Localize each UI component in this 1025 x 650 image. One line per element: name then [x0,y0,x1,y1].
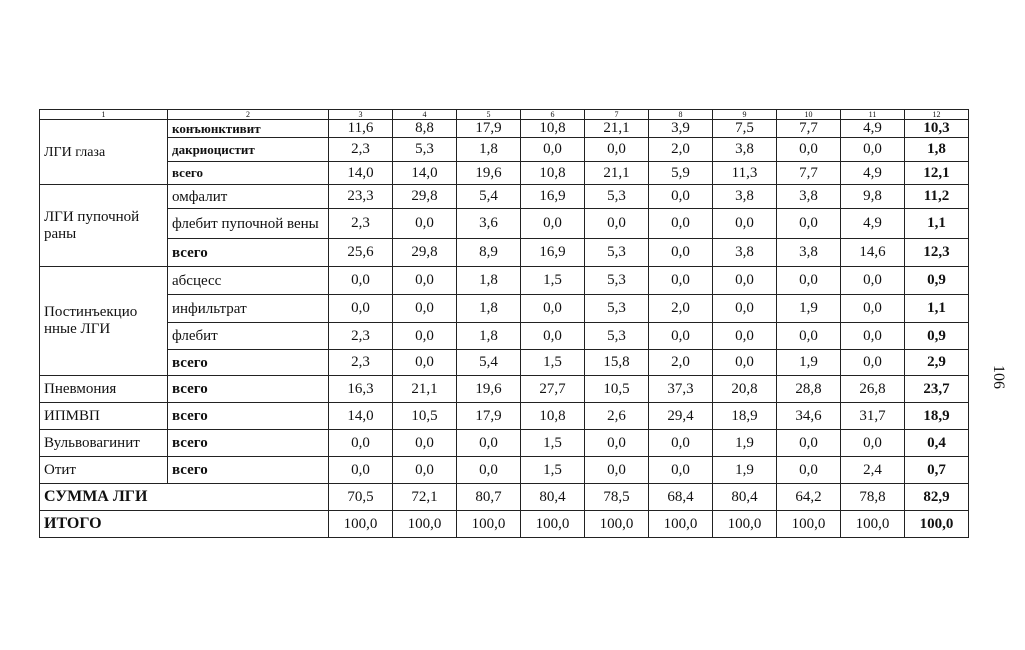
group-label: Вульвовагинит [40,430,168,457]
value-cell: 14,0 [329,403,393,430]
value-cell: 0,7 [905,457,969,484]
total-row [40,484,969,511]
value-cell: 1,9 [713,457,777,484]
value-cell: 3,8 [713,185,777,209]
value-cell: 14,0 [329,162,393,185]
value-cell: 0,0 [649,430,713,457]
value-cell: 5,3 [585,295,649,323]
total-value-cell: 100,0 [457,511,521,538]
value-cell: 31,7 [841,403,905,430]
value-cell: 0,0 [841,138,905,162]
value-cell: 0,0 [585,457,649,484]
value-cell: 1,9 [777,350,841,376]
value-cell: 2,3 [329,323,393,350]
subcategory-label: инфильтрат [168,295,329,323]
column-number: 9 [713,110,777,120]
subcategory-label: дакриоцистит [168,138,329,162]
value-cell: 2,9 [905,350,969,376]
value-cell: 7,7 [777,162,841,185]
value-cell: 4,9 [841,120,905,138]
value-cell: 0,0 [649,457,713,484]
value-cell: 0,0 [777,138,841,162]
column-number: 1 [40,110,168,120]
value-cell: 19,6 [457,376,521,403]
value-cell: 0,0 [841,267,905,295]
value-cell: 11,6 [329,120,393,138]
total-value-cell: 100,0 [777,511,841,538]
subcategory-label: омфалит [168,185,329,209]
value-cell: 1,1 [905,209,969,239]
total-value-cell: 100,0 [713,511,777,538]
value-cell: 14,6 [841,239,905,267]
value-cell: 0,0 [841,323,905,350]
value-cell: 5,3 [393,138,457,162]
value-cell: 34,6 [777,403,841,430]
value-cell: 37,3 [649,376,713,403]
total-label: СУММА ЛГИ [40,484,329,511]
subcategory-label: всего [168,403,329,430]
table-row [40,430,969,457]
value-cell: 16,9 [521,185,585,209]
subcategory-label: конъюнктивит [168,120,329,138]
value-cell: 27,7 [521,376,585,403]
value-cell: 0,0 [393,430,457,457]
column-number: 10 [777,110,841,120]
table-row [40,376,969,403]
value-cell: 1,9 [777,295,841,323]
value-cell: 0,0 [841,350,905,376]
value-cell: 0,0 [713,323,777,350]
value-cell: 5,3 [585,239,649,267]
value-cell: 15,8 [585,350,649,376]
total-value-cell: 72,1 [393,484,457,511]
group-label: Пневмония [40,376,168,403]
total-value-cell: 68,4 [649,484,713,511]
total-value-cell: 80,4 [713,484,777,511]
column-number: 3 [329,110,393,120]
column-number: 8 [649,110,713,120]
value-cell: 12,3 [905,239,969,267]
value-cell: 7,5 [713,120,777,138]
value-cell: 0,4 [905,430,969,457]
value-cell: 0,0 [329,457,393,484]
value-cell: 1,8 [905,138,969,162]
table-row [40,267,969,295]
value-cell: 1,8 [457,138,521,162]
column-number: 4 [393,110,457,120]
subcategory-label: всего [168,350,329,376]
total-value-cell: 100,0 [329,511,393,538]
value-cell: 0,0 [777,457,841,484]
value-cell: 1,5 [521,267,585,295]
value-cell: 10,5 [585,376,649,403]
value-cell: 5,3 [585,323,649,350]
value-cell: 0,0 [457,430,521,457]
value-cell: 3,6 [457,209,521,239]
value-cell: 0,0 [393,209,457,239]
value-cell: 10,3 [905,120,969,138]
value-cell: 4,9 [841,209,905,239]
subcategory-label: флебит пупочной вены [168,209,329,239]
table-row [40,138,969,162]
value-cell: 0,0 [393,457,457,484]
value-cell: 10,8 [521,120,585,138]
value-cell: 11,2 [905,185,969,209]
value-cell: 0,0 [393,323,457,350]
value-cell: 16,3 [329,376,393,403]
value-cell: 0,0 [713,295,777,323]
value-cell: 1,8 [457,323,521,350]
value-cell: 0,0 [585,430,649,457]
value-cell: 29,8 [393,185,457,209]
group-label: Отит [40,457,168,484]
column-number: 7 [585,110,649,120]
value-cell: 18,9 [905,403,969,430]
value-cell: 0,0 [393,295,457,323]
table-row [40,185,969,209]
value-cell: 12,1 [905,162,969,185]
value-cell: 0,9 [905,267,969,295]
value-cell: 0,0 [521,323,585,350]
value-cell: 0,0 [329,267,393,295]
value-cell: 20,8 [713,376,777,403]
value-cell: 0,0 [841,295,905,323]
value-cell: 17,9 [457,120,521,138]
column-number: 11 [841,110,905,120]
value-cell: 0,0 [329,295,393,323]
subcategory-label: всего [168,430,329,457]
value-cell: 2,3 [329,209,393,239]
value-cell: 1,8 [457,295,521,323]
page-number: 106 [990,365,1007,389]
value-cell: 2,0 [649,295,713,323]
value-cell: 10,5 [393,403,457,430]
total-value-cell: 80,4 [521,484,585,511]
value-cell: 10,8 [521,162,585,185]
value-cell: 2,3 [329,350,393,376]
total-value-cell: 80,7 [457,484,521,511]
value-cell: 23,7 [905,376,969,403]
total-value-cell: 78,8 [841,484,905,511]
value-cell: 3,8 [777,185,841,209]
column-number: 5 [457,110,521,120]
table-row [40,162,969,185]
value-cell: 0,0 [777,430,841,457]
value-cell: 0,0 [393,350,457,376]
value-cell: 29,4 [649,403,713,430]
value-cell: 0,0 [393,267,457,295]
value-cell: 21,1 [585,162,649,185]
value-cell: 21,1 [585,120,649,138]
value-cell: 0,0 [841,430,905,457]
value-cell: 26,8 [841,376,905,403]
value-cell: 0,0 [649,209,713,239]
value-cell: 21,1 [393,376,457,403]
value-cell: 17,9 [457,403,521,430]
value-cell: 5,4 [457,350,521,376]
value-cell: 29,8 [393,239,457,267]
column-number: 12 [905,110,969,120]
value-cell: 1,5 [521,457,585,484]
value-cell: 11,3 [713,162,777,185]
total-value-cell: 64,2 [777,484,841,511]
value-cell: 4,9 [841,162,905,185]
total-value-cell: 100,0 [649,511,713,538]
column-number: 6 [521,110,585,120]
total-value-cell: 78,5 [585,484,649,511]
subcategory-label: всего [168,239,329,267]
total-value-cell: 100,0 [905,511,969,538]
table-row [40,295,969,323]
value-cell: 0,0 [713,209,777,239]
value-cell: 0,0 [649,323,713,350]
total-value-cell: 100,0 [585,511,649,538]
value-cell: 0,0 [649,239,713,267]
column-number-row [40,110,969,120]
value-cell: 0,0 [649,267,713,295]
group-label: ЛГИ глаза [40,120,168,185]
subcategory-label: всего [168,162,329,185]
value-cell: 3,8 [713,239,777,267]
table-row [40,350,969,376]
value-cell: 2,0 [649,138,713,162]
value-cell: 5,4 [457,185,521,209]
value-cell: 1,1 [905,295,969,323]
subcategory-label: абсцесс [168,267,329,295]
value-cell: 0,0 [777,209,841,239]
value-cell: 8,9 [457,239,521,267]
total-value-cell: 100,0 [841,511,905,538]
value-cell: 0,0 [777,323,841,350]
table-row [40,120,969,138]
table-row [40,323,969,350]
value-cell: 0,0 [521,209,585,239]
value-cell: 0,0 [777,267,841,295]
statistics-table [39,109,969,538]
value-cell: 2,0 [649,350,713,376]
total-value-cell: 70,5 [329,484,393,511]
value-cell: 0,0 [585,209,649,239]
group-label: ИПМВП [40,403,168,430]
value-cell: 1,8 [457,267,521,295]
total-label: ИТОГО [40,511,329,538]
value-cell: 3,8 [713,138,777,162]
table-row [40,209,969,239]
value-cell: 14,0 [393,162,457,185]
table-row [40,239,969,267]
value-cell: 9,8 [841,185,905,209]
value-cell: 7,7 [777,120,841,138]
group-label: ЛГИ пупочной раны [40,185,168,267]
value-cell: 0,0 [521,138,585,162]
value-cell: 0,0 [713,350,777,376]
value-cell: 0,0 [329,430,393,457]
value-cell: 0,0 [585,138,649,162]
subcategory-label: флебит [168,323,329,350]
subcategory-label: всего [168,376,329,403]
value-cell: 3,8 [777,239,841,267]
value-cell: 3,9 [649,120,713,138]
subcategory-label: всего [168,457,329,484]
value-cell: 0,0 [713,267,777,295]
value-cell: 8,8 [393,120,457,138]
total-row [40,511,969,538]
value-cell: 10,8 [521,403,585,430]
value-cell: 25,6 [329,239,393,267]
total-value-cell: 100,0 [521,511,585,538]
column-number: 2 [168,110,329,120]
table-row [40,457,969,484]
value-cell: 28,8 [777,376,841,403]
value-cell: 2,6 [585,403,649,430]
total-value-cell: 82,9 [905,484,969,511]
value-cell: 0,9 [905,323,969,350]
value-cell: 1,5 [521,350,585,376]
value-cell: 1,5 [521,430,585,457]
value-cell: 18,9 [713,403,777,430]
value-cell: 23,3 [329,185,393,209]
group-label: Постинъекцио нные ЛГИ [40,267,168,376]
value-cell: 5,3 [585,185,649,209]
value-cell: 2,3 [329,138,393,162]
total-value-cell: 100,0 [393,511,457,538]
value-cell: 5,9 [649,162,713,185]
value-cell: 1,9 [713,430,777,457]
table-row [40,403,969,430]
value-cell: 0,0 [457,457,521,484]
value-cell: 16,9 [521,239,585,267]
value-cell: 0,0 [649,185,713,209]
value-cell: 5,3 [585,267,649,295]
value-cell: 19,6 [457,162,521,185]
value-cell: 0,0 [521,295,585,323]
value-cell: 2,4 [841,457,905,484]
